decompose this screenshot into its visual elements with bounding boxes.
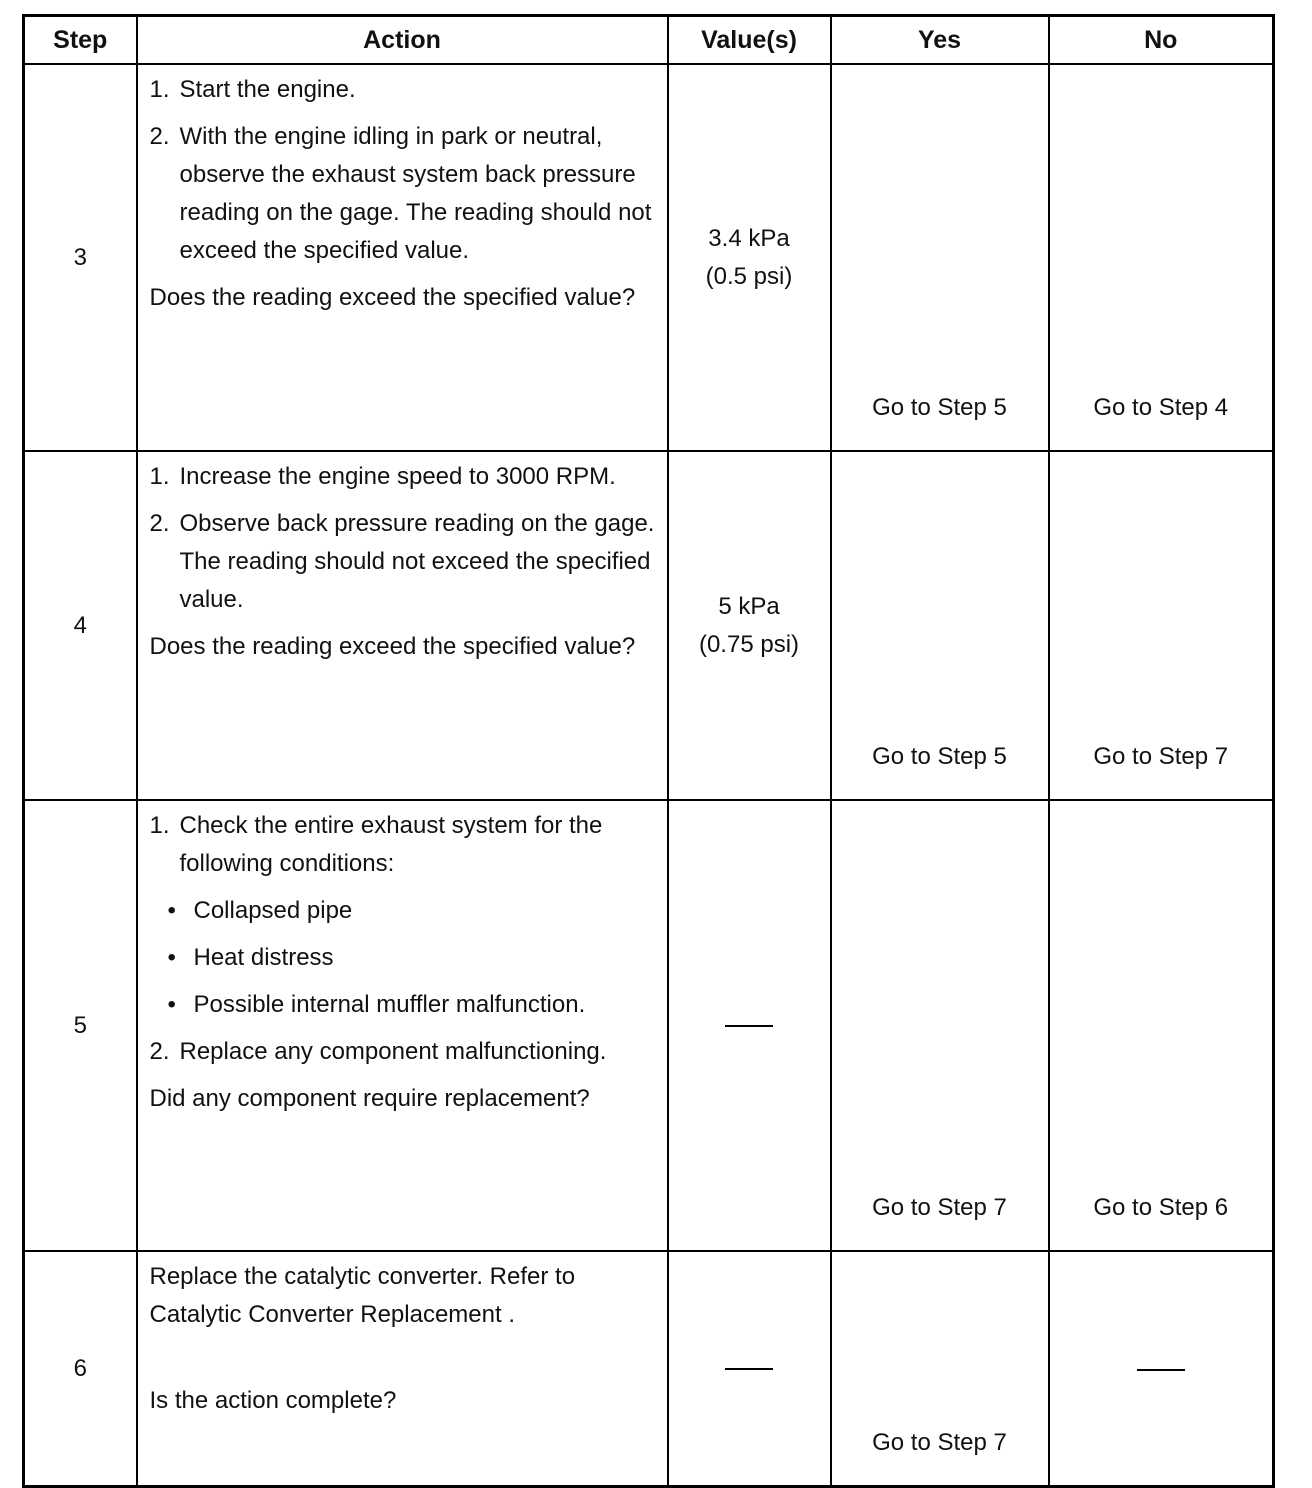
value-cell xyxy=(668,1251,831,1487)
header-values: Value(s) xyxy=(668,16,831,65)
bullet-item: • Heat distress xyxy=(150,939,655,977)
value-metric: 5 kPa xyxy=(718,592,780,620)
header-row xyxy=(24,16,1274,65)
bullet-item: • Collapsed pipe xyxy=(150,892,655,930)
table-row xyxy=(24,451,1274,800)
action-question: Is the action complete? xyxy=(149,1387,397,1414)
value-cell xyxy=(668,800,831,1251)
bullet-item: • Possible internal muffler malfunction. xyxy=(150,986,655,1024)
header-action: Action xyxy=(137,16,668,65)
no-cell: Go to Step 7 xyxy=(1049,451,1274,800)
diagnostic-table xyxy=(22,14,1275,1488)
action-cell xyxy=(137,451,668,800)
empty-dash xyxy=(1137,1369,1185,1371)
table-row xyxy=(24,800,1274,1251)
action-question: Did any component require replacement? xyxy=(149,1085,590,1112)
value-metric: 3.4 kPa xyxy=(708,224,790,252)
step-number: 6 xyxy=(24,1251,137,1487)
value-cell xyxy=(668,64,831,451)
action-item: 1. Start the engine. xyxy=(149,76,356,103)
step-number: 3 xyxy=(24,64,137,451)
empty-dash xyxy=(725,1368,773,1370)
empty-dash xyxy=(725,1025,773,1027)
yes-cell: Go to Step 5 xyxy=(831,451,1049,800)
bullet-icon: • xyxy=(167,991,176,1018)
no-cell xyxy=(1049,1251,1274,1487)
header-no: No xyxy=(1049,16,1274,65)
bullet-icon: • xyxy=(167,897,176,924)
action-text: Replace the catalytic converter. Refer to Catalytic Converter Replacement . xyxy=(149,1263,576,1328)
bullet-icon: • xyxy=(167,944,176,971)
yes-cell: Go to Step 7 xyxy=(831,1251,1049,1487)
table-row xyxy=(24,64,1274,451)
action-cell xyxy=(137,64,668,451)
action-item: 1. Check the entire exhaust system for the following conditions: xyxy=(149,812,603,877)
action-cell xyxy=(137,1251,668,1487)
action-item: 2. Observe back pressure reading on the gage. The reading should not exceed the specified value. xyxy=(149,510,655,613)
action-question: Does the reading exceed the specified value? xyxy=(149,633,636,660)
action-item: 2. Replace any component malfunctioning. xyxy=(149,1038,607,1065)
yes-cell: Go to Step 7 xyxy=(831,800,1049,1251)
action-item: 2. With the engine idling in park or neutral, observe the exhaust system back pressure reading on the gage. The reading should not exceed the specified value. xyxy=(149,123,652,264)
value-cell xyxy=(668,451,831,800)
action-item: 1. Increase the engine speed to 3000 RPM. xyxy=(149,463,616,490)
action-cell xyxy=(137,800,668,1251)
action-question: Does the reading exceed the specified value? xyxy=(149,284,636,311)
value-imperial: (0.75 psi) xyxy=(698,630,800,658)
header-step: Step xyxy=(24,16,137,65)
table-row xyxy=(24,1251,1274,1487)
value-imperial: (0.5 psi) xyxy=(705,262,793,290)
no-cell: Go to Step 4 xyxy=(1049,64,1274,451)
yes-cell: Go to Step 5 xyxy=(831,64,1049,451)
no-cell: Go to Step 6 xyxy=(1049,800,1274,1251)
header-yes: Yes xyxy=(831,16,1049,65)
step-number: 4 xyxy=(24,451,137,800)
step-number: 5 xyxy=(24,800,137,1251)
